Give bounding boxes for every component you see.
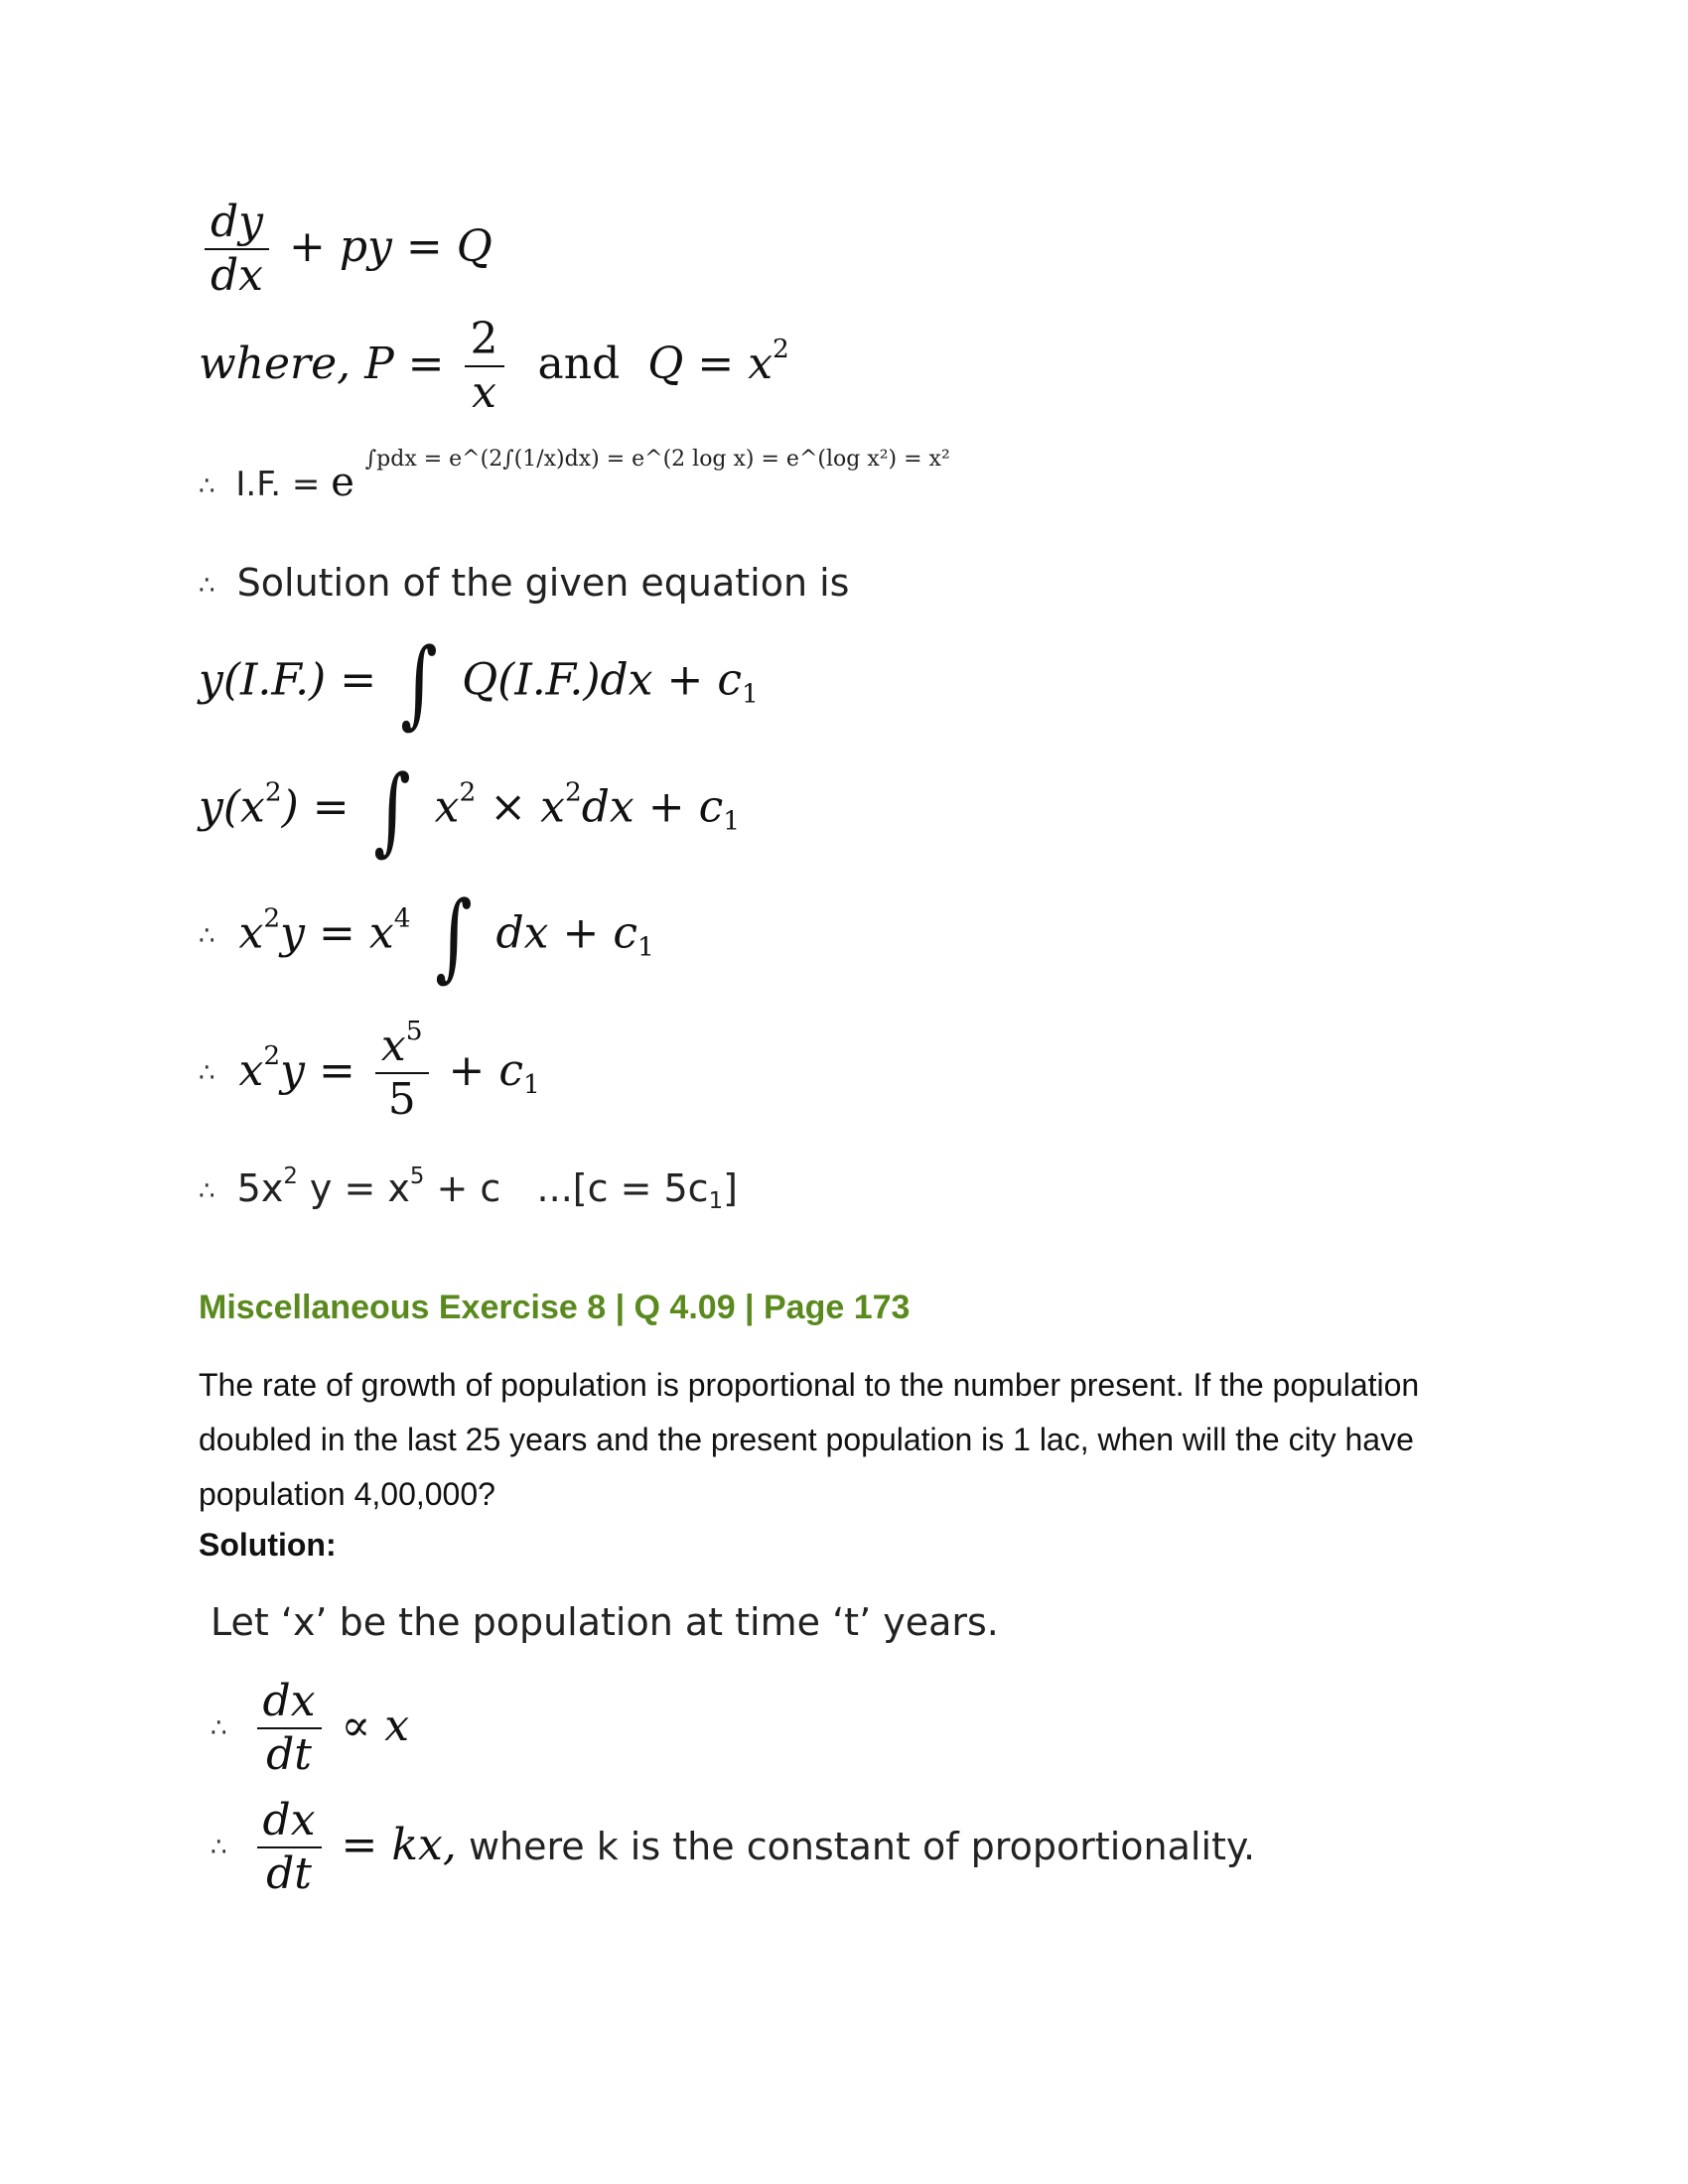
integral-sign: ∫: [400, 627, 438, 739]
equation-constant-k: ∴ $\frac{dx}{dt}$ = kx, where k is the constant of proportionality.: [211, 1795, 1256, 1900]
question-text: The rate of growth of population is proportional to the number present. If the population doubled in the last 25 years and the present population is 1 lac, when will the city have population 4,00,000?: [199, 1367, 1420, 1512]
equation-proportional: ∴ $\frac{dx}{dt}$ ∝ x: [211, 1676, 410, 1781]
equation-linear-form: $\frac{dy}{dx}$ + py = Q: [199, 199, 492, 301]
solution-intro-line: ∴ Solution of the given equation is: [199, 561, 850, 605]
equation-step-2: $y(x^2)$ = ∫ $x^2 \times x^2dx + c_1$: [199, 754, 741, 866]
fraction-x5-over-5: $\frac{x^5}{5}$: [375, 1023, 429, 1125]
equation-final-result: ∴ $5x^2$ $y = x^5 + c$ $...[c = 5c_1]$: [199, 1162, 738, 1214]
fraction-dx-dt: $\frac{dx}{dt}$: [257, 1797, 322, 1899]
fraction-2-over-x: $\frac{2}{x}$: [465, 316, 504, 418]
integrating-factor-exponent: ∫pdx = e^(2∫(1/x)dx) = e^(2 log x) = e^(log x²) = x²: [364, 447, 950, 472]
fraction-dy-dx: $\frac{dy}{dx}$: [205, 199, 269, 301]
question-heading: Miscellaneous Exercise 8 | Q 4.09 | Page 173: [199, 1289, 911, 1326]
integral-sign: ∫: [434, 881, 473, 992]
equation-step-4: ∴ $x^2y$ = $\frac{x^5}{5}$ + $c_1$: [199, 1015, 540, 1126]
integral-sign: ∫: [372, 754, 411, 866]
equation-step-1: y(I.F.) = ∫ $Q(I.F.)dx + c_1$: [199, 627, 759, 739]
equation-where-p-q: where, P = $\frac{2}{x}$ and $Q = x^2$: [199, 314, 789, 419]
solution-label: Solution:: [199, 1527, 337, 1563]
integrating-factor-line: ∴ I.F. = e $^{\int pdx = e\^{}(2\int(1/x)dx) = e\^{}(2 log x) = e\^{}(log x^2) = x^2}$: [199, 447, 950, 505]
answer-intro: Let ‘x’ be the population at time ‘t’ years.: [211, 1600, 999, 1644]
fraction-dx-dt: $\frac{dx}{dt}$: [257, 1678, 322, 1780]
equation-step-3: ∴ $x^2y = x^4$ ∫ dx + $c_1$: [199, 881, 654, 992]
